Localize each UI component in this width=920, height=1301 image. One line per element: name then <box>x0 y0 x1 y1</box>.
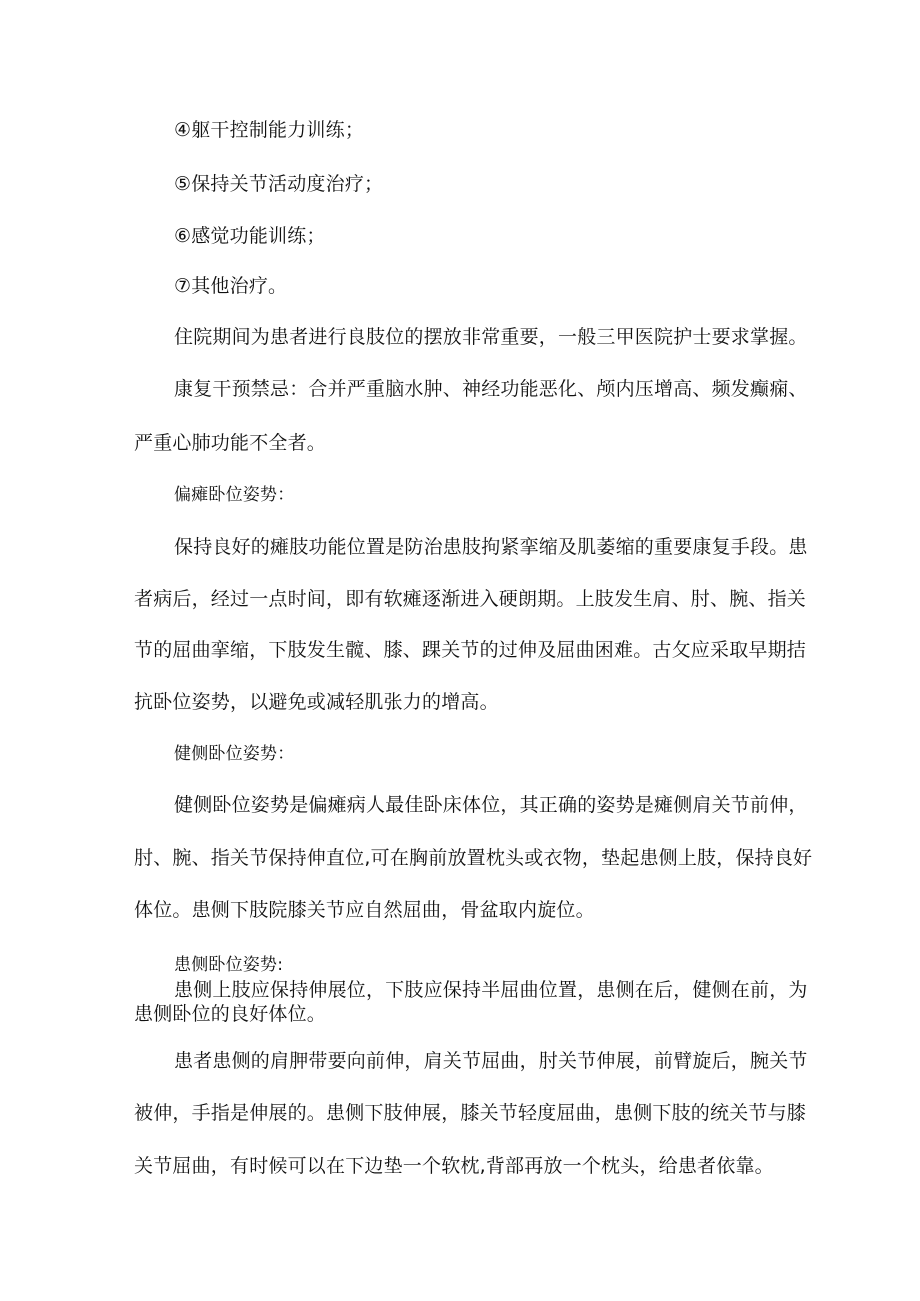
list-item-other-therapy: ⑦其他治疗。 <box>174 275 288 297</box>
heading-affected-side-position: 患侧卧位姿势: <box>174 955 284 975</box>
list-item-joint-range: ⑤保持关节活动度治疗； <box>174 173 384 195</box>
hemiplegia-line-2: 者病后，经过一点时间，即有软瘫逐渐进入硬朗期。上肢发生肩、肘、腕、指关 <box>134 588 807 610</box>
contraindication-line-2: 严重心肺功能不全者。 <box>134 432 327 454</box>
contraindication-line-1: 康复干预禁忌：合并严重脑水肿、神经功能恶化、颅内压增高、频发癫痫、 <box>174 378 808 400</box>
list-item-sensory-training: ⑥感觉功能训练； <box>174 225 326 247</box>
heading-hemiplegia-position: 偏瘫卧位姿势： <box>174 485 295 505</box>
final-line-1: 患者患侧的肩胛带要向前伸，肩关节屈曲，肘关节伸展，前臂旋后，腕关节 <box>174 1050 808 1072</box>
paragraph-limb-positioning: 住院期间为患者进行良肢位的摆放非常重要，一般三甲医院护士要求掌握。 <box>174 326 808 348</box>
hemiplegia-line-1: 保持良好的瘫肢功能位置是防治患肢拘紧挛缩及肌萎缩的重要康复手段。患 <box>174 536 808 558</box>
hemiplegia-line-3: 节的屈曲挛缩，下肢发生髋、膝、踝关节的过伸及屈曲困难。古攵应采取早期拮 <box>134 639 807 661</box>
final-line-3: 关节屈曲，有时候可以在下边垫一个软枕,背部再放一个枕头，给患者依靠。 <box>134 1155 774 1177</box>
affected-side-line-2: 患侧卧位的良好体位。 <box>134 1003 327 1025</box>
affected-side-line-1: 患侧上肢应保持伸展位，下肢应保持半屈曲位置，患侧在后，健侧在前，为 <box>174 979 808 1001</box>
healthy-side-line-1: 健侧卧位姿势是偏瘫病人最佳卧床体位，其正确的姿势是瘫侧肩关节前伸， <box>174 794 808 816</box>
final-line-2: 被伸，手指是伸展的。患侧下肢伸展，膝关节轻度屈曲，患侧下肢的统关节与膝 <box>134 1102 807 1124</box>
hemiplegia-line-4: 抗卧位姿势，以避免或减轻肌张力的增高。 <box>134 691 499 713</box>
heading-healthy-side-position: 健侧卧位姿势： <box>174 744 295 764</box>
healthy-side-line-2: 肘、腕、指关节保持伸直位,可在胸前放置枕头或衣物，垫起患侧上肢，保持良好 <box>134 847 813 869</box>
healthy-side-line-3: 体位。患侧下肢院膝关节应自然屈曲，骨盆取内旋位。 <box>134 899 595 921</box>
list-item-trunk-control: ④躯干控制能力训练； <box>174 119 365 141</box>
